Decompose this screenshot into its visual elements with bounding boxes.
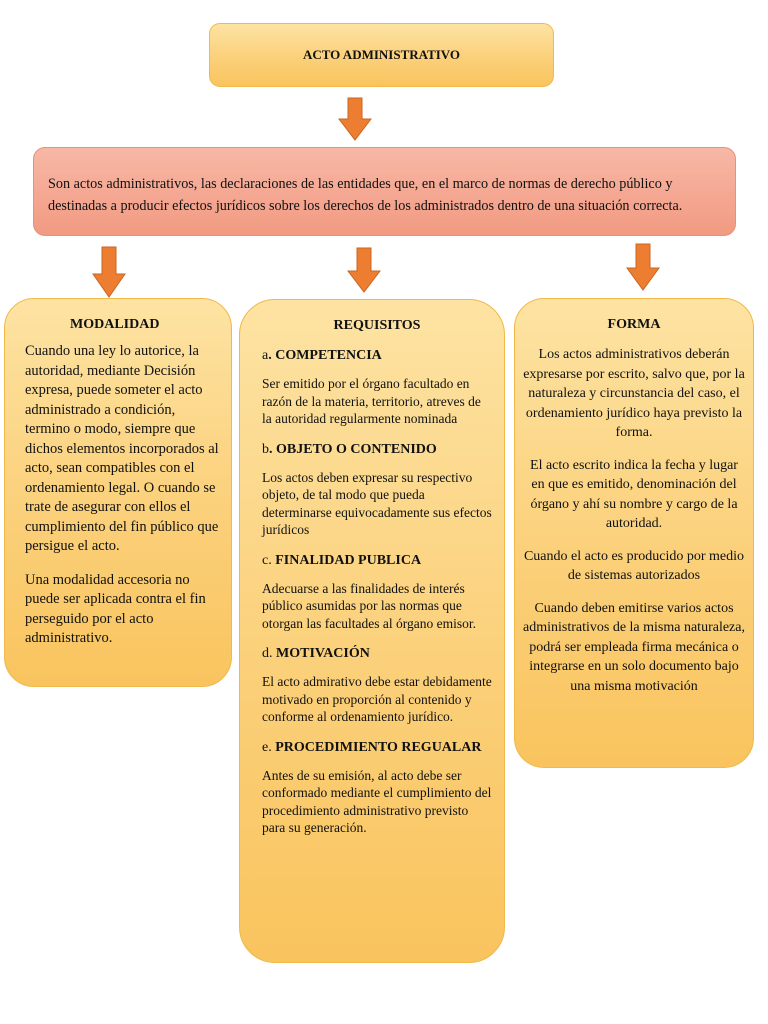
modalidad-paragraph: Una modalidad accesoria no puede ser aplicada contra el fin perseguido por el acto administrativo. bbox=[25, 571, 206, 646]
requisitos-box bbox=[239, 299, 505, 963]
requisito-heading bbox=[262, 551, 492, 570]
requisito-prefix: a bbox=[262, 348, 269, 363]
requisito-heading bbox=[262, 346, 492, 365]
forma-paragraph: Cuando el acto es producido por medio de sistemas autorizados bbox=[523, 548, 745, 583]
title-box bbox=[209, 23, 554, 87]
arrow-down-icon bbox=[92, 246, 126, 298]
requisito-heading bbox=[262, 644, 492, 663]
requisito-text: Ser emitido por el órgano facultado en razón de la materia, territorio, atreves de la autoridad regularmente nominada bbox=[262, 376, 481, 426]
forma-paragraph: El acto escrito indica la fecha y lugar en que es emitido, denominación del órgano y ahí su nombre y cargo de la autoridad. bbox=[530, 457, 738, 531]
forma-box bbox=[514, 298, 754, 768]
requisito-name: PROCEDIMIENTO REGUALAR bbox=[275, 739, 482, 755]
requisito-prefix: d. bbox=[262, 646, 276, 661]
definition-box bbox=[33, 147, 736, 236]
requisito-name: FINALIDAD PUBLICA bbox=[275, 552, 422, 568]
modalidad-box bbox=[4, 298, 232, 687]
forma-title: FORMA bbox=[607, 317, 661, 332]
definition-text: Son actos administrativos, las declaraciones de las entidades que, en el marco de normas de derecho público y destinadas a producir efectos jurídicos sobre los derechos de los administrados dentro de una situación correcta. bbox=[48, 176, 683, 214]
modalidad-title: MODALIDAD bbox=[70, 317, 160, 332]
requisito-name: . OBJETO O CONTENIDO bbox=[269, 441, 437, 457]
requisito-prefix: c. bbox=[262, 552, 276, 568]
arrow-down-icon bbox=[338, 97, 372, 141]
diagram-title: ACTO ADMINISTRATIVO bbox=[302, 47, 461, 62]
requisitos-title: REQUISITOS bbox=[333, 318, 421, 333]
requisito-text: El acto admirativo debe estar debidamente motivado en proporción al contenido y conforme al ordenamiento jurídico. bbox=[262, 674, 492, 724]
requisito-heading bbox=[262, 440, 492, 459]
requisito-name: . COMPETENCIA bbox=[268, 348, 382, 363]
arrow-down-icon bbox=[347, 247, 381, 293]
requisito-text: Los actos deben expresar su respectivo objeto, de tal modo que pueda determinarse equivocadamente sus efectos jurídicos bbox=[262, 469, 492, 537]
requisito-text: Adecuarse a las finalidades de interés público asumidas por las normas que otorgan las facultades al órgano emisor. bbox=[262, 580, 476, 631]
requisito-heading bbox=[262, 738, 492, 757]
forma-paragraph: Los actos administrativos deberán expresarse por escrito, salvo que, por la naturaleza y circunstancia del caso, el ordenamiento jurídico haya previsto la forma. bbox=[523, 347, 745, 440]
modalidad-paragraph: Cuando una ley lo autorice, la autoridad, mediante Decisión expresa, puede someter el acto administrado a condición, termino o modo, siempre que dichos elementos incorporados al acto, sean compatibles con el ordenamiento legal. O cuando se trate de asegurar con ellos el cumplimiento del fin público que persigue el acto. bbox=[25, 343, 219, 554]
forma-paragraph: Cuando deben emitirse varios actos administrativos de la misma naturaleza, podrá ser empleada firma mecánica o integrarse en un solo documento bajo una misma motivación bbox=[523, 600, 745, 694]
arrow-down-icon bbox=[626, 243, 660, 291]
requisito-prefix: e. bbox=[262, 739, 276, 755]
requisito-name: MOTIVACIÓN bbox=[276, 646, 370, 661]
requisito-prefix: b bbox=[262, 441, 269, 457]
requisito-text: Antes de su emisión, al acto debe ser conformado mediante el cumplimiento del procedimiento administrativo previsto para su generación. bbox=[262, 767, 492, 835]
